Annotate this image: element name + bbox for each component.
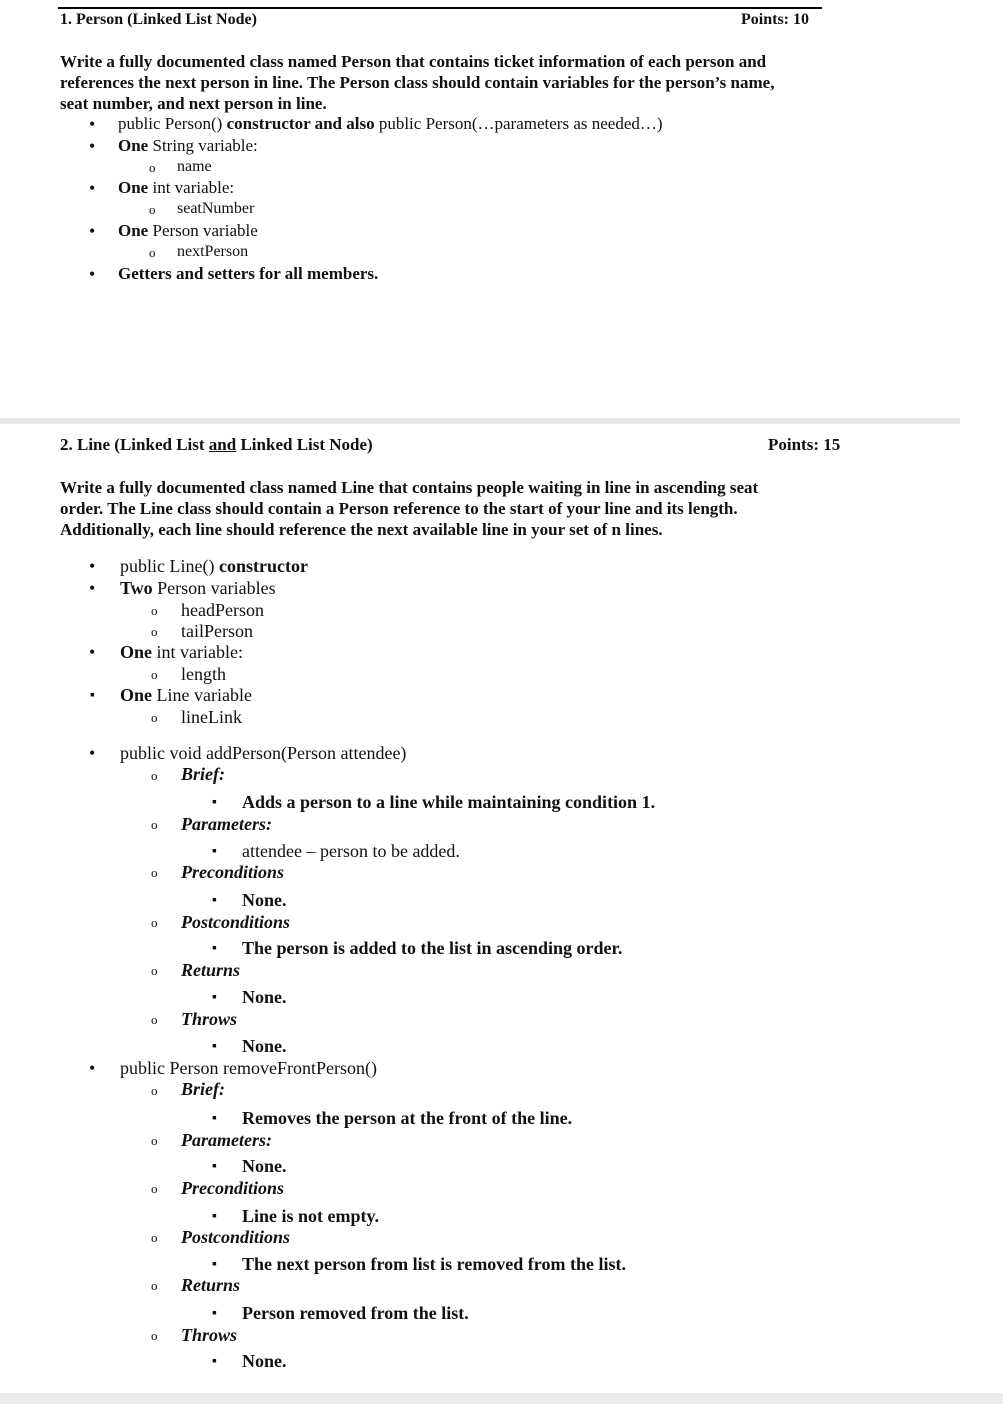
circle-bullet-icon: o [151, 667, 158, 682]
title-part: Linked List Node) [236, 435, 373, 454]
circle-bullet-icon: o [149, 160, 156, 175]
ctor-connector: constructor and also [222, 114, 379, 133]
remove-params-text: None. [242, 1156, 287, 1176]
square-bullet-icon: ▪ [212, 1159, 217, 1174]
section1-desc-3: seat number, and next person in line. [60, 94, 327, 113]
remove-pre-label: Preconditions [181, 1178, 285, 1198]
circle-bullet-icon: o [151, 1012, 158, 1027]
top-rule [58, 7, 822, 9]
remove-person-signature: public Person removeFrontPerson() [120, 1058, 377, 1078]
item-text: String variable: [148, 136, 258, 155]
add-post-text: The person is added to the list in ascending order. [242, 938, 623, 958]
var-tail-person: tailPerson [181, 621, 253, 641]
remove-returns-text: Person removed from the list. [242, 1303, 469, 1323]
item-text: Person variables [152, 578, 276, 598]
section1-points: Points: 10 [741, 11, 809, 28]
square-bullet-icon: ▪ [212, 1209, 217, 1224]
circle-bullet-icon: o [149, 245, 156, 260]
square-bullet-icon: ▪ [90, 688, 95, 703]
square-bullet-icon: ▪ [212, 941, 217, 956]
remove-pre-text: Line is not empty. [242, 1206, 380, 1226]
square-bullet-icon: ▪ [212, 1257, 217, 1272]
int-variable-item [118, 178, 234, 198]
square-bullet-icon: ▪ [212, 844, 217, 859]
title-underlined: and [208, 435, 237, 454]
section2-desc-3: Additionally, each line should reference the next available line in your set of n lines. [60, 520, 663, 539]
add-pre-text: None. [242, 890, 287, 910]
circle-bullet-icon: o [151, 624, 158, 639]
circle-bullet-icon: o [151, 1278, 158, 1293]
remove-throws-label: Throws [181, 1325, 238, 1345]
add-params-label: Parameters: [181, 814, 272, 834]
add-returns-label: Returns [181, 960, 241, 980]
remove-throws-text: None. [242, 1351, 287, 1371]
ctor-param-signature: public Person(…parameters as needed…) [378, 114, 663, 133]
circle-bullet-icon: o [151, 768, 158, 783]
item-text: Person variable [148, 221, 258, 240]
circle-bullet-icon: o [151, 865, 158, 880]
ctor-suffix: constructor [214, 556, 308, 576]
item-bold: One [118, 178, 149, 197]
ctor-signature: public Line() [120, 556, 215, 576]
var-line-link: lineLink [181, 707, 242, 727]
add-throws-label: Throws [181, 1009, 238, 1029]
person-constructor-item [118, 114, 663, 134]
circle-bullet-icon: o [151, 1230, 158, 1245]
bullet-icon: • [89, 642, 96, 662]
circle-bullet-icon: o [151, 710, 158, 725]
bullet-icon: • [89, 578, 96, 598]
bullet-icon: • [89, 136, 96, 156]
add-params-text: attendee – person to be added. [242, 841, 460, 861]
add-pre-label: Preconditions [181, 862, 285, 882]
add-throws-text: None. [242, 1036, 287, 1056]
item-bold: One [118, 221, 149, 240]
square-bullet-icon: ▪ [212, 1354, 217, 1369]
section1-desc-2: references the next person in line. The Person class should contain variables for the person’s name, [60, 73, 775, 92]
remove-post-text: The next person from list is removed from the list. [242, 1254, 626, 1274]
bullet-icon: • [89, 178, 96, 198]
ctor-signature: public Person() [118, 114, 223, 133]
circle-bullet-icon: o [151, 1181, 158, 1196]
title-part: 2. Line (Linked List [60, 435, 209, 454]
bullet-icon: • [89, 264, 96, 284]
circle-bullet-icon: o [151, 915, 158, 930]
add-brief-label: Brief: [181, 764, 225, 784]
circle-bullet-icon: o [151, 603, 158, 618]
square-bullet-icon: ▪ [212, 795, 217, 810]
section2-desc-1: Write a fully documented class named Line that contains people waiting in line in ascending seat [60, 478, 759, 497]
section1-desc-1: Write a fully documented class named Person that contains ticket information of each person and [60, 52, 767, 71]
two-person-variables-item [120, 578, 276, 599]
item-bold: One [120, 685, 153, 705]
section2-title [60, 435, 373, 455]
item-text: int variable: [152, 642, 243, 662]
page-separator [0, 418, 960, 424]
person-variable-item [118, 221, 258, 241]
var-next-person: nextPerson [177, 243, 249, 260]
remove-returns-label: Returns [181, 1275, 241, 1295]
var-head-person: headPerson [181, 600, 264, 620]
add-returns-text: None. [242, 987, 287, 1007]
bottom-band [0, 1393, 1003, 1404]
line-constructor-item [120, 556, 308, 577]
item-text: int variable: [148, 178, 235, 197]
section2-desc-2: order. The Line class should contain a Person reference to the start of your line and its length. [60, 499, 738, 518]
bullet-icon: • [89, 556, 96, 576]
var-length: length [181, 664, 226, 684]
bullet-icon: • [89, 1058, 96, 1078]
add-person-signature: public void addPerson(Person attendee) [120, 743, 407, 763]
string-variable-item [118, 136, 258, 156]
bullet-icon: • [89, 114, 96, 134]
circle-bullet-icon: o [151, 963, 158, 978]
item-bold: One [120, 642, 153, 662]
section2-points: Points: 15 [768, 435, 841, 454]
square-bullet-icon: ▪ [212, 1039, 217, 1054]
var-seat-number: seatNumber [177, 200, 255, 217]
remove-brief-label: Brief: [181, 1079, 225, 1099]
bullet-icon: • [89, 221, 96, 241]
getters-setters-item: Getters and setters for all members. [118, 264, 379, 283]
circle-bullet-icon: o [151, 1133, 158, 1148]
square-bullet-icon: ▪ [212, 990, 217, 1005]
item-bold: One [118, 136, 149, 155]
int-variable-item [120, 642, 243, 663]
line-variable-item [120, 685, 252, 706]
square-bullet-icon: ▪ [212, 1306, 217, 1321]
remove-post-label: Postconditions [181, 1227, 291, 1247]
circle-bullet-icon: o [151, 817, 158, 832]
add-brief-text: Adds a person to a line while maintaining condition 1. [242, 792, 656, 812]
item-bold: Two [120, 578, 153, 598]
section1-title: 1. Person (Linked List Node) [60, 11, 257, 28]
square-bullet-icon: ▪ [212, 1111, 217, 1126]
square-bullet-icon: ▪ [212, 893, 217, 908]
remove-brief-text: Removes the person at the front of the line. [242, 1108, 573, 1128]
circle-bullet-icon: o [151, 1328, 158, 1343]
var-name: name [177, 158, 212, 175]
circle-bullet-icon: o [149, 202, 156, 217]
remove-params-label: Parameters: [181, 1130, 272, 1150]
item-text: Line variable [152, 685, 252, 705]
add-post-label: Postconditions [181, 912, 291, 932]
circle-bullet-icon: o [151, 1083, 158, 1098]
bullet-icon: • [89, 743, 96, 763]
